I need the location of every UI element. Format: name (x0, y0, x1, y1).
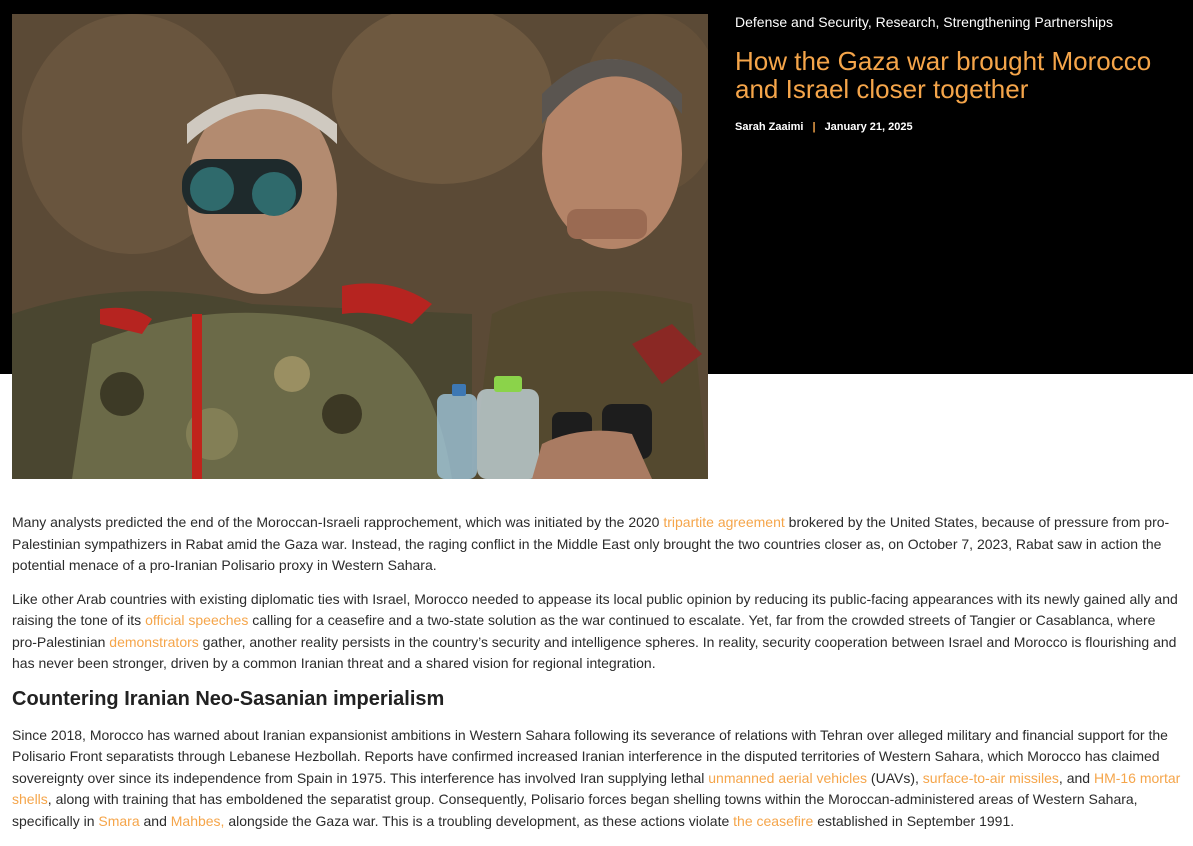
text-run: Since 2018, Morocco has warned about Iranian expansionist ambitions in Western Sahara following its severance of relations with Tehran over alleged military and financial support for the Polisario Front separatists through Lebanese Hezbollah. Reports have confirmed increased Iranian interference in the disputed territories of Western Sahara, which Morocco has claimed sovereignty over since its independence from Spain in 1975. This interference has involved Iran supplying lethal (12, 726, 1168, 786)
text-run: , along with training that has emboldened the separatist group. Consequently, Polisario forces began shelling towns within the Moroccan-administered areas of Western Sahara, specifically in (12, 791, 1138, 829)
section-heading: Countering Iranian Neo-Sasanian imperialism (12, 687, 445, 710)
text-run: brokered by the United States, because of pressure from pro-Palestinian sympathizers in Rabat amid the Gaza war. Instead, the raging conflict in the Middle East only brought the two countries closer as, on October 7, 2023, Rabat saw in action the potential menace of a pro-Iranian Polisario proxy in Western Sahara. (12, 514, 1170, 573)
text-run: (UAVs), (867, 769, 923, 786)
text-run: , and (1058, 769, 1094, 786)
link-official-speeches[interactable]: official speeches (145, 612, 249, 628)
byline-separator: | (812, 121, 816, 133)
link-the-ceasefire[interactable]: the ceasefire (733, 812, 814, 829)
paragraph-2 (12, 589, 1182, 675)
link-smara[interactable]: Smara (98, 812, 140, 829)
text-run: gather, another reality persists in the country’s security and intelligence spheres. In reality, security cooperation between Israel and Morocco is flourishing and has never been stronger, driven by a common Iranian threat and a shared vision for regional integration. (12, 633, 1177, 671)
link-tripartite-agreement[interactable]: tripartite agreement (663, 514, 785, 530)
article-body (12, 512, 1182, 844)
link-unmanned-aerial-vehicles[interactable]: unmanned aerial vehicles (708, 769, 868, 786)
paragraph-1 (12, 512, 1182, 577)
byline (735, 121, 1175, 133)
text-run: established in September 1991. (813, 812, 1015, 829)
post-date: January 21, 2025 (824, 121, 913, 133)
text-run: Like other Arab countries with existing diplomatic ties with Israel, Morocco needed to appease its local public opinion by reducing its public-facing appearances with its newly gained ally and raising the tone of its (12, 590, 1178, 628)
link-demonstrators[interactable]: demonstrators (109, 633, 199, 650)
featured-image (12, 14, 708, 479)
text-run: and (139, 812, 171, 829)
post-header (735, 14, 1175, 133)
page-title: How the Gaza war brought Morocco and Israel closer together (735, 46, 1152, 104)
officers-binoculars-illustration (12, 14, 708, 479)
paragraph-3 (12, 725, 1182, 833)
author-name[interactable]: Sarah Zaaimi (735, 121, 804, 133)
link-mahbes[interactable]: Mahbes, (170, 812, 225, 829)
link-hm16-mortar-shells[interactable]: HM-16 mortar shells (12, 769, 1181, 807)
post-categories[interactable]: Defense and Security, Research, Strengthening Partnerships (735, 14, 1113, 30)
text-run: Many analysts predicted the end of the Moroccan-Israeli rapprochement, which was initiated by the 2020 (12, 514, 664, 530)
link-surface-to-air-missiles[interactable]: surface-to-air missiles (922, 769, 1059, 786)
text-run: calling for a ceasefire and a two-state solution as the war continued to escalate. Yet, far from the crowded streets of Tangier or Casablanca, where pro-Palestinian (12, 612, 1156, 650)
text-run: alongside the Gaza war. This is a troubling development, as these actions violate (224, 812, 734, 829)
